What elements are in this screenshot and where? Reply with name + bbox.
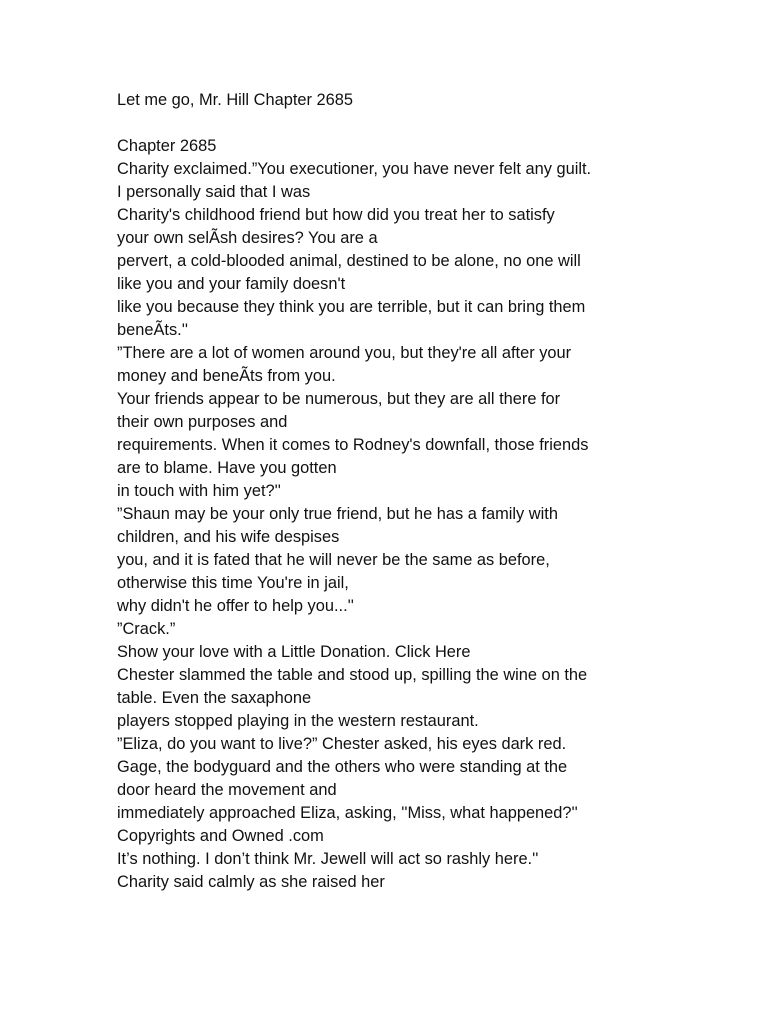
- text-line: Chester slammed the table and stood up, spilling the wine on the: [117, 666, 588, 684]
- text-line: like you and your family doesn't: [117, 275, 346, 293]
- text-line: immediately approached Eliza, asking, ''Miss, what happened?'': [117, 804, 578, 822]
- text-line: why didn't he offer to help you...'': [117, 597, 354, 615]
- text-line: table. Even the saxaphone: [117, 689, 312, 707]
- text-line: Charity said calmly as she raised her: [117, 873, 385, 891]
- copyright-line: Copyrights and Owned .com: [117, 827, 324, 845]
- text-line: are to blame. Have you gotten: [117, 459, 337, 477]
- text-line: their own purposes and: [117, 413, 288, 431]
- donation-link-line: Show your love with a Little Donation. Click Here: [117, 643, 471, 661]
- text-line: It’s nothing. I don’t think Mr. Jewell will act so rashly here.'': [117, 850, 539, 868]
- text-line: ”Eliza, do you want to live?” Chester asked, his eyes dark red.: [117, 735, 567, 753]
- text-line: beneÃts.'': [117, 321, 188, 339]
- text-line: Gage, the bodyguard and the others who were standing at the: [117, 758, 568, 776]
- blank-line: [117, 112, 737, 135]
- text-line: ”Shaun may be your only true friend, but he has a family with: [117, 505, 558, 523]
- document-title: Let me go, Mr. Hill Chapter 2685: [117, 91, 353, 109]
- text-line: Charity's childhood friend but how did you treat her to satisfy: [117, 206, 555, 224]
- text-line: otherwise this time You're in jail,: [117, 574, 349, 592]
- text-line: pervert, a cold-blooded animal, destined to be alone, no one will: [117, 252, 581, 270]
- text-line: in touch with him yet?'': [117, 482, 281, 500]
- text-line: players stopped playing in the western restaurant.: [117, 712, 479, 730]
- text-line: Your friends appear to be numerous, but they are all there for: [117, 390, 561, 408]
- text-line: you, and it is fated that he will never be the same as before,: [117, 551, 550, 569]
- text-line: money and beneÃts from you.: [117, 367, 336, 385]
- text-line: ”Crack.”: [117, 620, 176, 638]
- text-line: I personally said that I was: [117, 183, 311, 201]
- chapter-heading: Chapter 2685: [117, 137, 217, 155]
- text-line: door heard the movement and: [117, 781, 337, 799]
- text-line: ”There are a lot of women around you, but they're all after your: [117, 344, 572, 362]
- text-line: requirements. When it comes to Rodney's downfall, those friends: [117, 436, 589, 454]
- text-line: Charity exclaimed.”You executioner, you have never felt any guilt.: [117, 160, 592, 178]
- text-line: your own selÃsh desires? You are a: [117, 229, 378, 247]
- document-body: [117, 89, 737, 894]
- text-line: children, and his wife despises: [117, 528, 340, 546]
- text-line: like you because they think you are terrible, but it can bring them: [117, 298, 586, 316]
